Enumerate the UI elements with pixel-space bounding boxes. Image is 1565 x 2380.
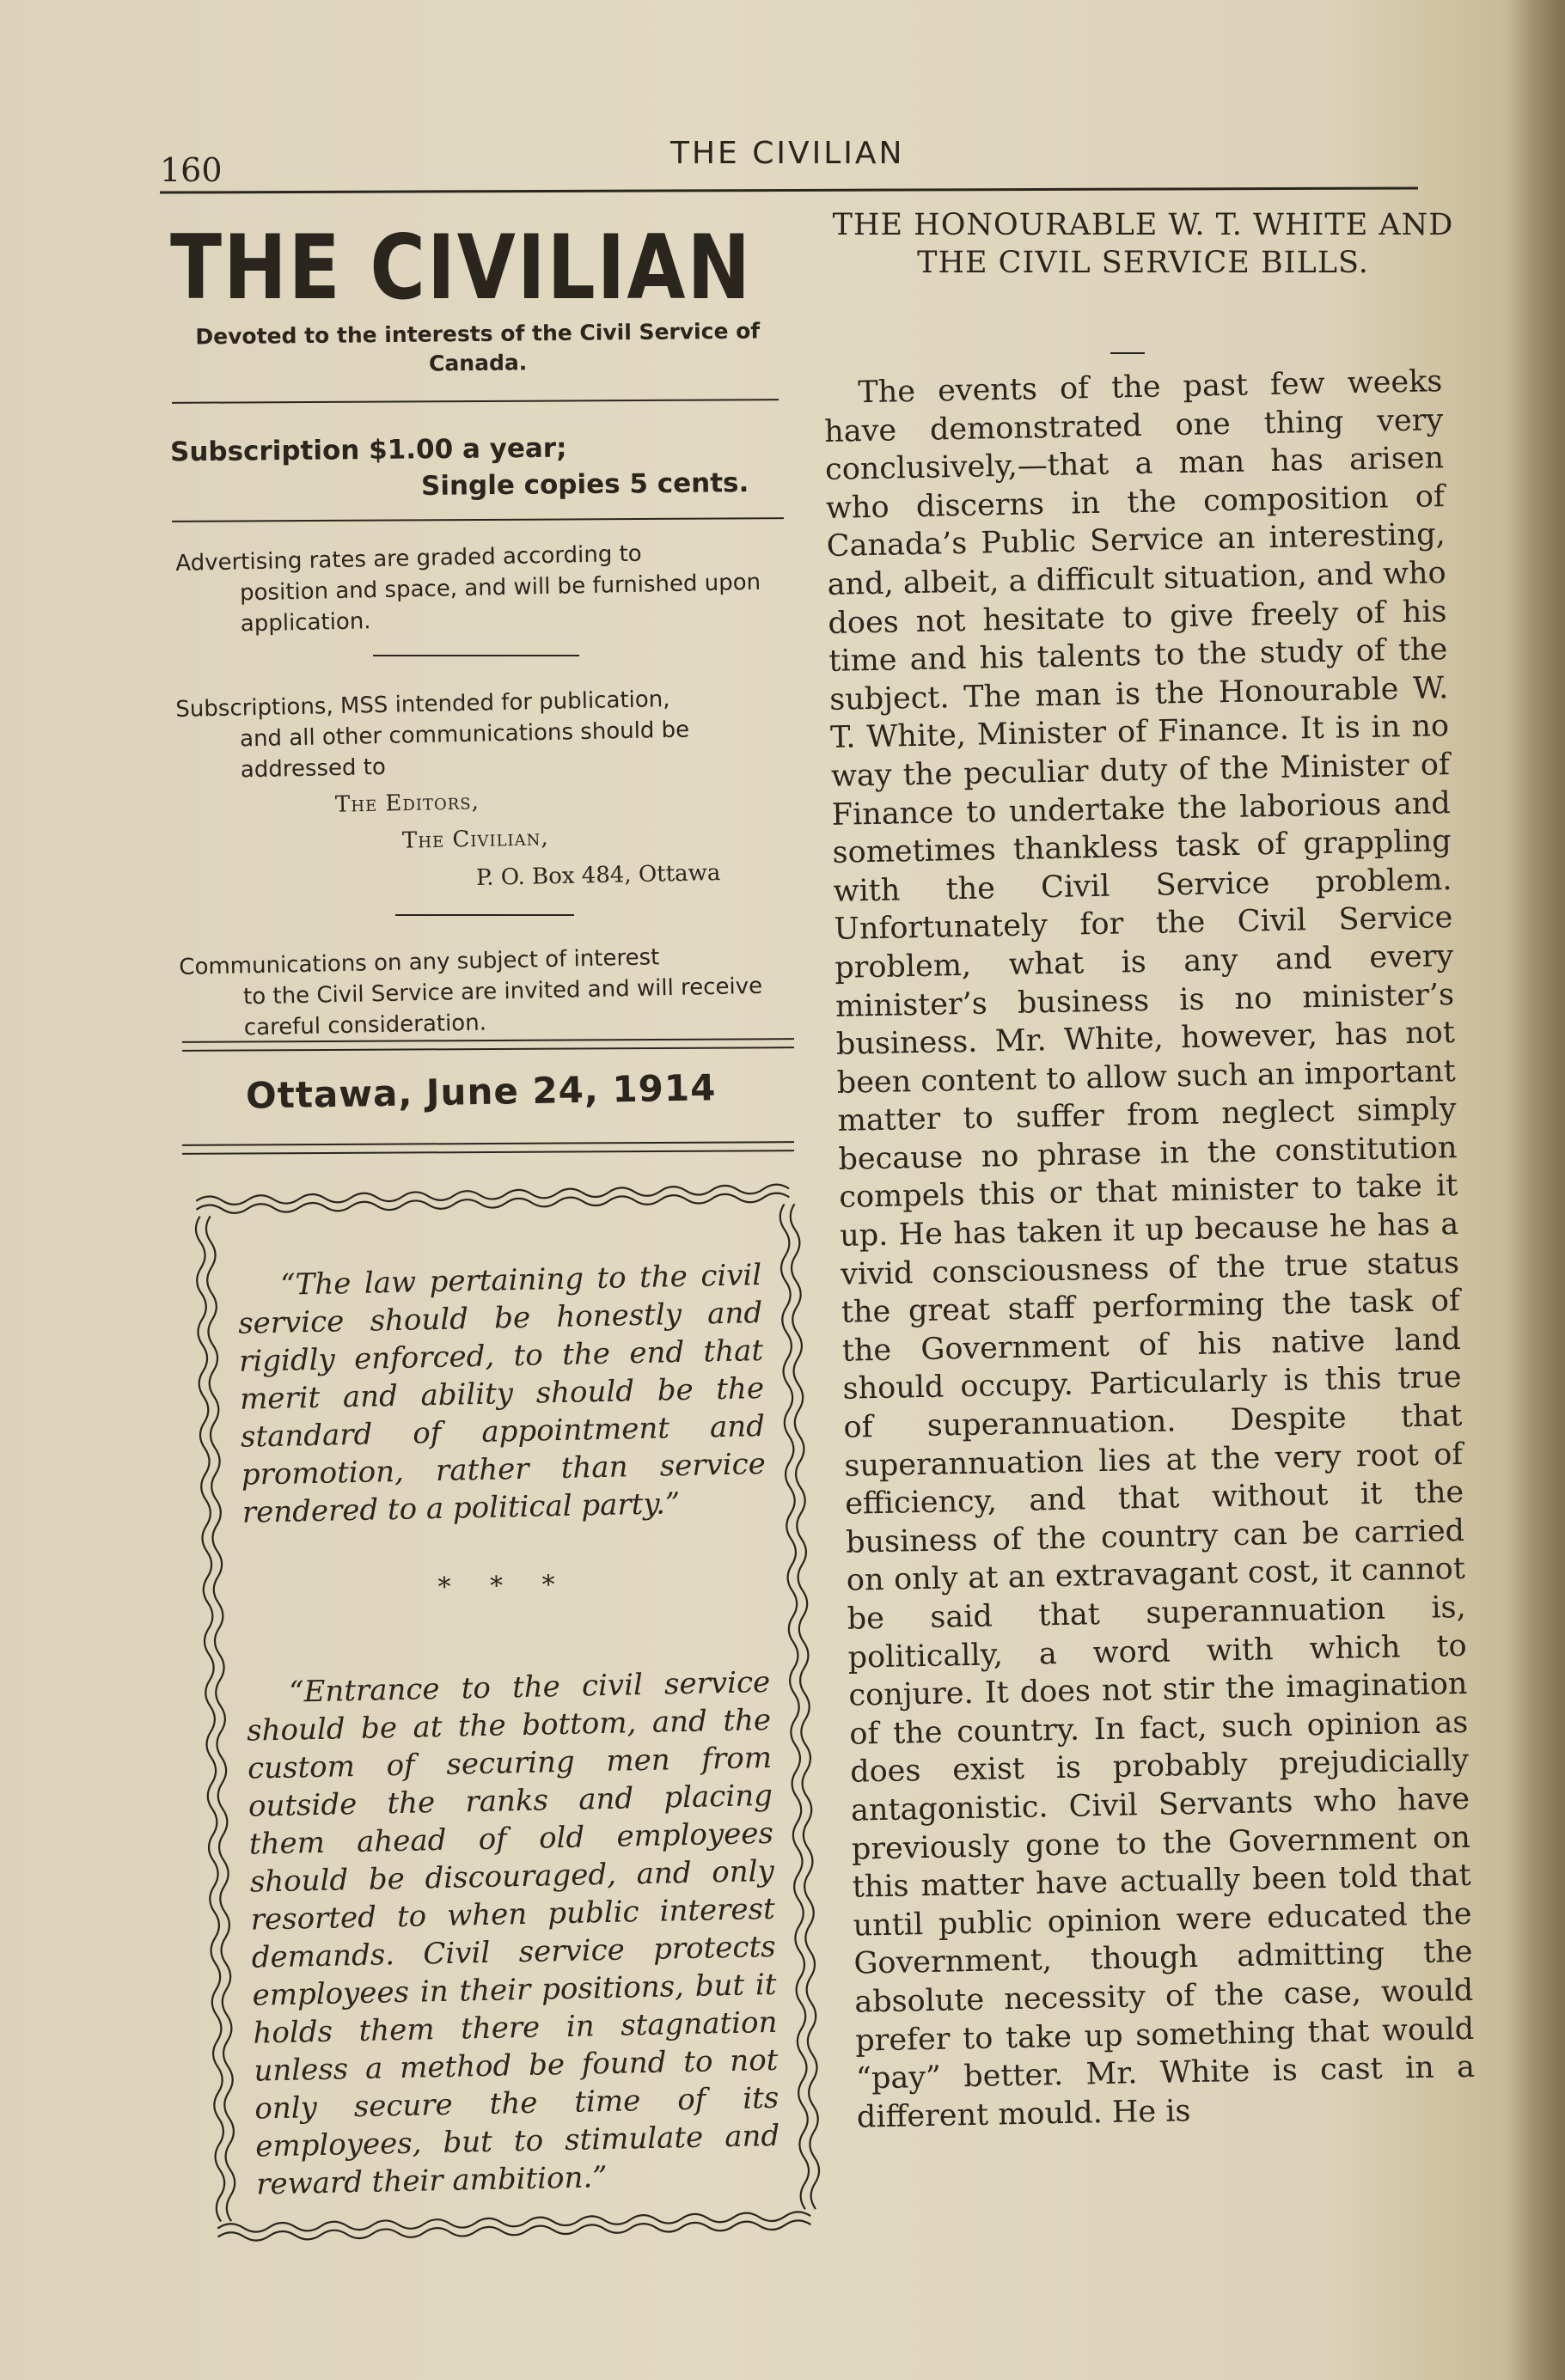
address-civilian [402, 825, 549, 854]
address-box [476, 860, 721, 891]
communications-info [179, 939, 799, 1045]
quote-entrance: “Entrance to the civil service should be at the bottom, and the custom of securing men from outside the ranks and placing them ahead of old employees should be discouraged, and only resorted to when public interest demands. Civil service protects employees in their positions, but it holds them there in stagnation unless a method be found to not only secure the time of its employees, but to stimulate and reward their ambition.” [246, 1664, 780, 2202]
advertising-first-line: Advertising rates are graded according to [175, 540, 642, 577]
quote-box [187, 1178, 827, 2248]
title-dash [1110, 352, 1145, 354]
quote-separator: * * * [437, 1569, 572, 1602]
address-line-3: P. O. Box 484, Ottawa [475, 860, 721, 891]
communications-first-line: Communications on any subject of interest [179, 944, 660, 980]
short-divider [395, 914, 574, 916]
quote-merit: “The law pertaining to the civil service should be honestly and rigidly enforced, to the end that merit and ability should be the standard of appointment and promotion, rather than service rendered to a political party.” [237, 1258, 767, 1530]
advertising-rest: position and space, and will be furnished upon application. [239, 569, 761, 638]
page-number: 160 [160, 151, 223, 189]
page-edge-shadow [1513, 0, 1565, 2380]
address-editors [335, 789, 480, 818]
short-divider [373, 655, 579, 656]
communications-rest: to the Civil Service are invited and will receive careful consideration. [242, 973, 763, 1041]
masthead-tagline: Devoted to the interests of the Civil Service of Canada. [195, 318, 761, 376]
running-title: THE CIVILIAN [670, 136, 905, 171]
issue-dateline: Ottawa, June 24, 1914 [245, 1066, 717, 1117]
subscription-price: Subscription $1.00 a year; [169, 432, 567, 468]
address-line-2: The Civilian, [401, 825, 549, 854]
submissions-info [175, 681, 796, 787]
address-line-1: The Editors, [334, 789, 480, 818]
advertising-rates [175, 535, 796, 641]
single-copy-price: Single copies 5 cents. [420, 467, 749, 502]
submissions-rest: and all other communications should be addressed to [239, 717, 690, 784]
masthead-title: THE CIVILIAN [170, 215, 753, 320]
article-title: THE HONOURABLE W. T. WHITE AND THE CIVIL SERVICE BILLS. [832, 208, 1454, 280]
submissions-first-line: Subscriptions, MSS intended for publication, [175, 686, 670, 723]
article-body: The events of the past few weeks have demonstrated one thing very conclusively,—that a man has arisen who discerns in the composition of Canada’s Public Service an interesting, and, albeit, a difficult situation, and who does not hesitate to give freely of his time and his talents to the study of the subject. The man is the Honourable W. T. White, Minister of Finance. It is in no way the peculiar duty of the Minister of Finance to undertake the laborious and sometimes thankless task of grappling with the Civil Service problem. Unfortunately for the Civil Service problem, what is any and every minister’s business is no minister’s business. Mr. White, however, has not been content to allow such an important matter to suffer from neglect simply because no phrase in the constitution compels this or that minister to take it up. He has taken it up because he has a vivid consciousness of the true status the great staff performing the task of the Government of his native land should occupy. Particularly is this true of superannuation. Despite that superannuation lies at the very root of efficiency, and that without it the business of the country can be carried on only at an extravagant cost, it cannot be said that superannuation is, politically, a word with which to conjure. It does not stir the imagination of the country. In fact, such opinion as does exist is probably prejudicially antagonistic. Civil Servants who have previously gone to the Government on this matter have actually been told that until public opinion were educated the Government, though admitting the absolute necessity of the case, would prefer to take up something that would “pay” better. Mr. White is cast in a different mould. He is [823, 364, 1476, 2135]
